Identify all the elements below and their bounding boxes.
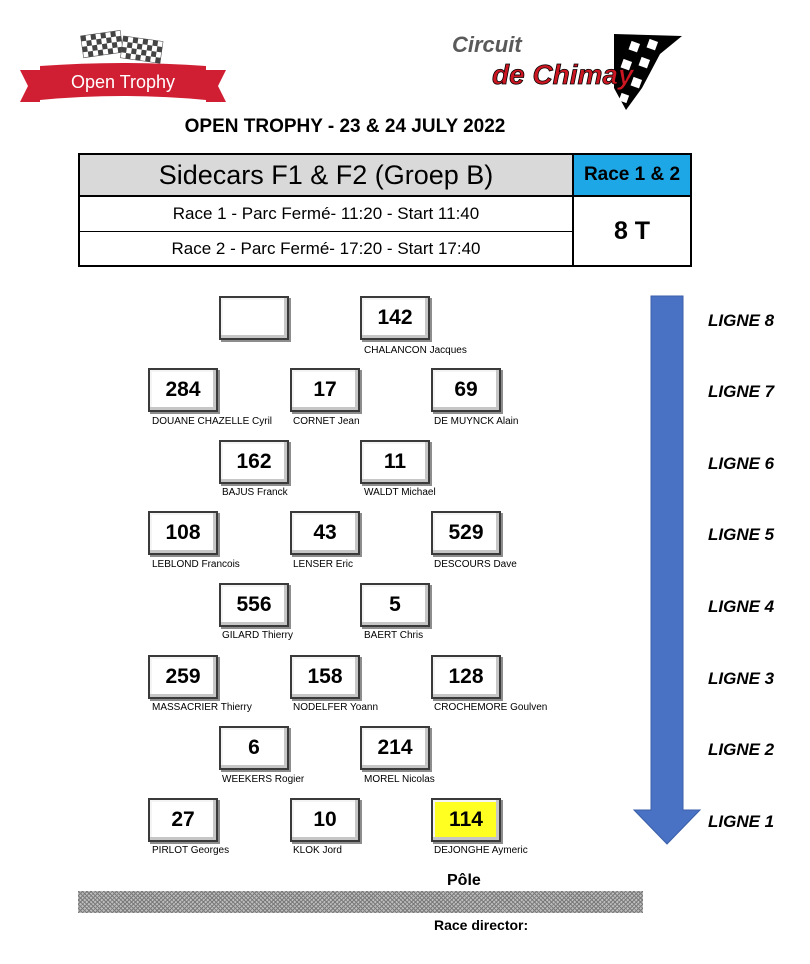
grid-slot-number: 27 [148,798,218,842]
grid-slot-empty [219,296,289,340]
rider-name: KLOK Jord [293,845,342,856]
rider-name: DE MUYNCK Alain [434,416,519,427]
chimay-logo-text: de Chimay [492,59,634,90]
start-line-bar [78,891,643,913]
row-label-ligne-2: LIGNE 2 [708,740,775,759]
row-label-ligne-3: LIGNE 3 [708,669,775,688]
row-label-ligne-4: LIGNE 4 [708,597,775,616]
event-title-text: OPEN TROPHY - 23 & 24 JULY 2022 [184,116,506,137]
rider-name: LENSER Eric [293,559,354,570]
rider-name: CORNET Jean [293,416,360,427]
grid-slot-number: 142 [360,296,430,340]
rider-name: CHALANCON Jacques [364,345,467,356]
rider-name: PIRLOT Georges [152,845,230,856]
race-director-label: Race director: [434,917,529,933]
grid-slot-number: 5 [360,583,430,627]
pole-label: Pôle [447,872,481,889]
grid-slot-number: 11 [360,440,430,484]
rider-name: WEEKERS Rogier [222,774,305,785]
race-info-table [78,153,692,267]
circuit-logo-text: Circuit [452,32,522,57]
row-label-ligne-7: LIGNE 7 [708,382,775,401]
row-label-ligne-5: LIGNE 5 [708,525,775,544]
grid-slot-number: 259 [148,655,218,699]
laps-count: 8 T [613,216,651,245]
open-trophy-logo [18,30,228,110]
down-arrow-icon [632,294,702,846]
checkered-flags-icon [81,30,163,63]
row-label-ligne-8: LIGNE 8 [708,311,775,330]
rider-name: CROCHEMORE Goulven [434,702,548,713]
row-label-ligne-6: LIGNE 6 [708,454,775,473]
rider-name: NODELFER Yoann [293,702,379,713]
grid-slot-number: 214 [360,726,430,770]
event-title [0,116,690,138]
rider-name: WALDT Michael [364,487,436,498]
grid-slot-number: 128 [431,655,501,699]
open-trophy-logo-text: Open Trophy [70,72,176,92]
pole-position-slot: 114 [431,798,501,842]
grid-slot-number: 10 [290,798,360,842]
class-name: Sidecars F1 & F2 (Groep B) [80,155,574,197]
rider-name: BAERT Chris [364,630,424,641]
grid-slot-number: 284 [148,368,218,412]
row-label-ligne-1: LIGNE 1 [708,812,775,831]
grid-slot-number: 158 [290,655,360,699]
rider-name: BAJUS Franck [222,487,288,498]
grid-slot-number: 529 [431,511,501,555]
rider-name: DESCOURS Dave [434,559,517,570]
rider-name: GILARD Thierry [222,630,293,641]
rider-name: MOREL Nicolas [364,774,435,785]
grid-slot-number: 17 [290,368,360,412]
circuit-de-chimay-logo [446,28,686,114]
grid-slot-number: 6 [219,726,289,770]
grid-slot-number: 69 [431,368,501,412]
grid-slot-number: 108 [148,511,218,555]
race-tag: Race 1 & 2 [574,155,690,197]
grid-slot-number: 43 [290,511,360,555]
rider-name: DOUANE CHAZELLE Cyril [152,416,273,427]
grid-slot-number: 556 [219,583,289,627]
rider-name: LEBLOND Francois [152,559,240,570]
grid-slot-number: 162 [219,440,289,484]
rider-name: MASSACRIER Thierry [152,702,252,713]
race-2-schedule: Race 2 - Parc Fermé- 17:20 - Start 17:40 [80,232,574,265]
race-1-schedule: Race 1 - Parc Fermé- 11:20 - Start 11:40 [80,197,574,232]
rider-name: DEJONGHE Aymeric [434,845,528,856]
